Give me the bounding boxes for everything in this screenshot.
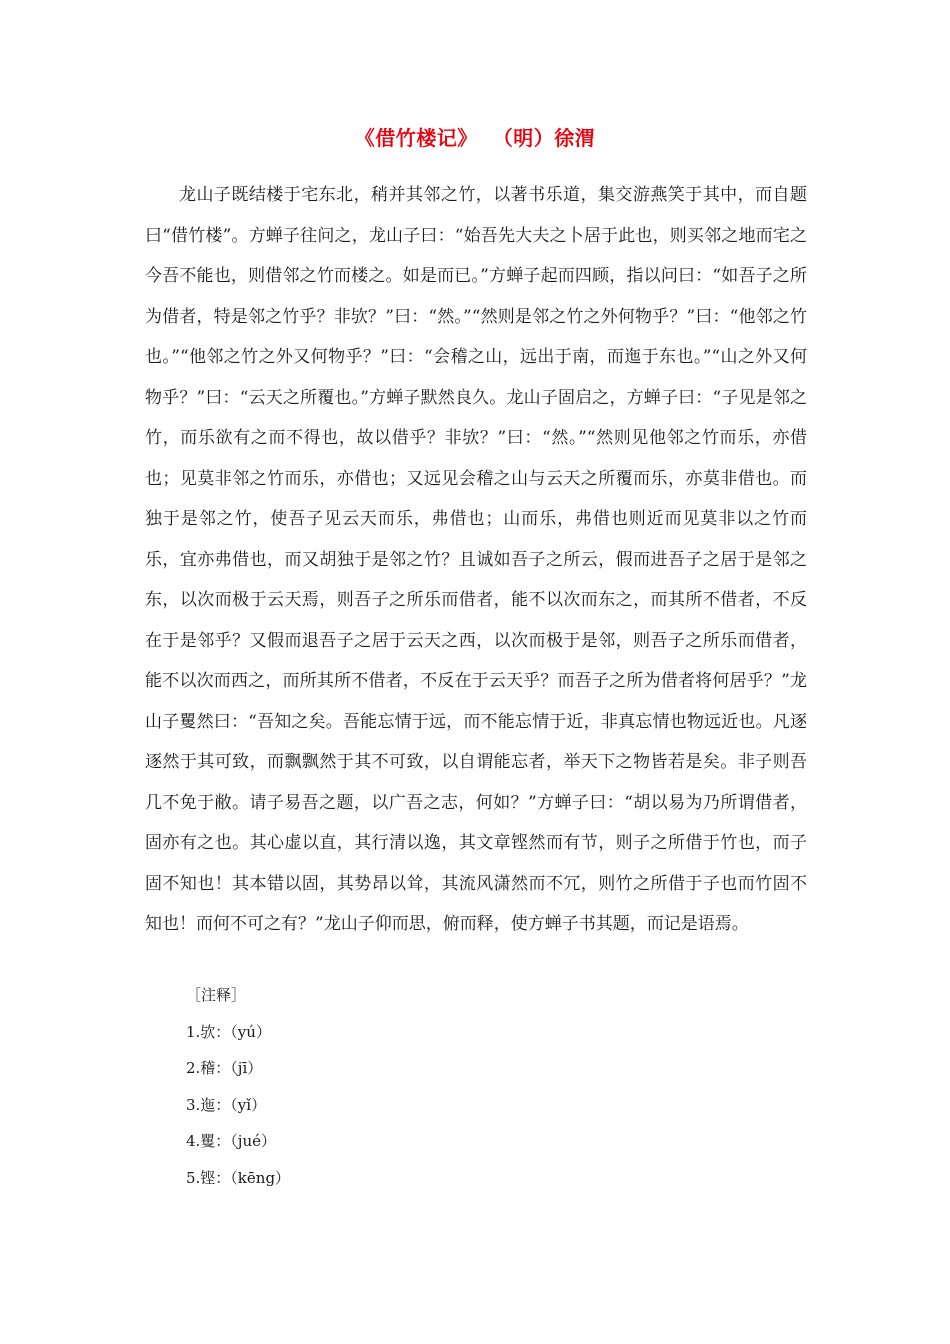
- body-paragraph: 龙山子既结楼于宅东北，稍并其邻之竹，以著书乐道，集交游燕笑于其中，而自题曰“借竹楼”。方蝉子往问之，龙山子曰：“始吾先大夫之卜居于此也，则买邻之地而宅之今吾不能也，则借邻之竹而楼之。如是而已。”方蝉子起而四顾，指以问曰：“如吾子之所为借者，特是邻之竹乎？非欤？”曰：“然。”“然则是邻之竹之外何物乎？”曰：“他邻之竹也。”“他邻之竹之外又何物乎？”曰：“会稽之山，远出于南，而迤于东也。”“山之外又何物乎？”曰：“云天之所覆也。”方蝉子默然良久。龙山子固启之，方蝉子曰：“子见是邻之竹，而乐欲有之而不得也，故以借乎？非欤？”曰：“然。”“然则见他邻之竹而乐，亦借也；见莫非邻之竹而乐，亦借也；又远见会稽之山与云天之所覆而乐，亦莫非借也。而独于是邻之竹，使吾子见云天而乐，弗借也；山而乐，弗借也则近而见莫非以之竹而乐，宜亦弗借也，而又胡独于是邻之竹？且诚如吾子之所云，假而进吾子之居于是邻之东，以次而极于云天焉，则吾子之所乐而借者，能不以次而东之，而其所不借者，不反在于是邻乎？又假而退吾子之居于云天之西，以次而极于是邻，则吾子之所乐而借者，能不以次而西之，而所其所不借者，不反在于云天乎？而吾子之所为借者将何居乎？”龙山子矍然曰：“吾知之矣。吾能忘情于远，而不能忘情于近，非真忘情也物远近也。凡逐逐然于其可致，而飘飘然于其不可致，以自谓能忘者，举天下之物皆若是矣。非子则吾几不免于敝。请子易吾之题，以广吾之志，何如？”方蝉子曰：“胡以易为乃所谓借者，固亦有之也。其心虚以直，其行清以逸，其文章铿然而有节，则子之所借于竹也，而子固不知也！其本错以固，其势昂以耸，其流风潇然而不冗，则竹之所借于子也而竹固不知也！而何不可之有？”龙山子仰而思，俯而释，使方蝉子书其题，而记是语焉。: [145, 185, 807, 934]
- note-item: 3.迤：（yǐ）: [186, 1095, 267, 1114]
- document-title: 《借竹楼记》 （明）徐渭: [354, 126, 596, 150]
- note-item: 2.稽：（jī）: [186, 1059, 263, 1077]
- notes-heading: ［注释］: [186, 986, 247, 1004]
- note-item: 4.矍：（jué）: [186, 1132, 277, 1150]
- note-item: 5.铿：（kēng）: [186, 1168, 291, 1187]
- note-item: 1.欤：（yú）: [186, 1022, 271, 1041]
- notes-section: [186, 977, 586, 1196]
